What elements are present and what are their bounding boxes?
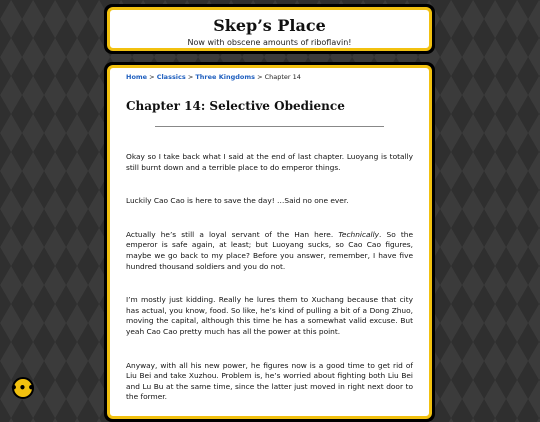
paragraph-4	[126, 295, 413, 337]
site-tagline: Now with obscene amounts of riboflavin!	[187, 38, 352, 47]
breadcrumb-current: Chapter 14	[264, 73, 301, 81]
ellipsis-icon: •••	[10, 381, 37, 395]
paragraph-text: Actually he’s still a loyal servant of the Han here.	[126, 229, 339, 239]
paragraph-text: Okay so I take back what I said at the end of last chapter. Luoyang is totally still burnt down and a terrible place to do emperor things.	[126, 152, 413, 172]
breadcrumb-separator: >	[185, 73, 196, 81]
breadcrumb	[126, 73, 413, 82]
paragraph-emphasis: Technically	[338, 229, 380, 239]
paragraph-5	[126, 361, 413, 403]
paragraph-text: Luckily Cao Cao is here to save the day! …Said no one ever.	[126, 196, 349, 206]
site-title[interactable]: Skep’s Place	[213, 16, 326, 35]
paragraph-1	[126, 152, 413, 173]
paragraph-text: Anyway, with all his new power, he figures now is a good time to get rid of Liu Bei and take Xuzhou. Problem is, he’s worried about fighting both Liu Bei and Lu Bu at the same time, since the latter just moved in right next door to the former.	[126, 360, 413, 402]
site-header	[104, 4, 435, 54]
paragraph-text: . So the emperor is safe again, at least; but Luoyang sucks, so Cao Cao figures, maybe we go back to my place? Before you answer, remember, I have five hundred thousand soldiers and you do not.	[126, 229, 413, 271]
content-card	[104, 62, 435, 422]
paragraph-3	[126, 230, 413, 272]
paragraph-2	[126, 196, 413, 207]
title-divider	[155, 126, 385, 127]
paragraph-text: I’m mostly just kidding. Really he lures them to Xuchang because that city has actual, you know, food. So like, he’s kind of pulling a bit of a Dong Zhuo, moving the capital, although this time he has a somewhat valid excuse. But yeah Cao Cao pretty much has all the power at this point.	[126, 295, 413, 336]
chapter-title: Chapter 14: Selective Obedience	[126, 99, 345, 113]
menu-button[interactable]	[10, 377, 37, 399]
site-header-panel	[107, 7, 432, 51]
breadcrumb-separator: >	[255, 73, 265, 81]
breadcrumb-separator: >	[147, 73, 157, 81]
breadcrumb-classics[interactable]: Classics	[156, 73, 186, 81]
content-panel	[107, 65, 432, 419]
breadcrumb-home[interactable]: Home	[126, 73, 148, 81]
breadcrumb-three-kingdoms[interactable]: Three Kingdoms	[195, 73, 256, 81]
